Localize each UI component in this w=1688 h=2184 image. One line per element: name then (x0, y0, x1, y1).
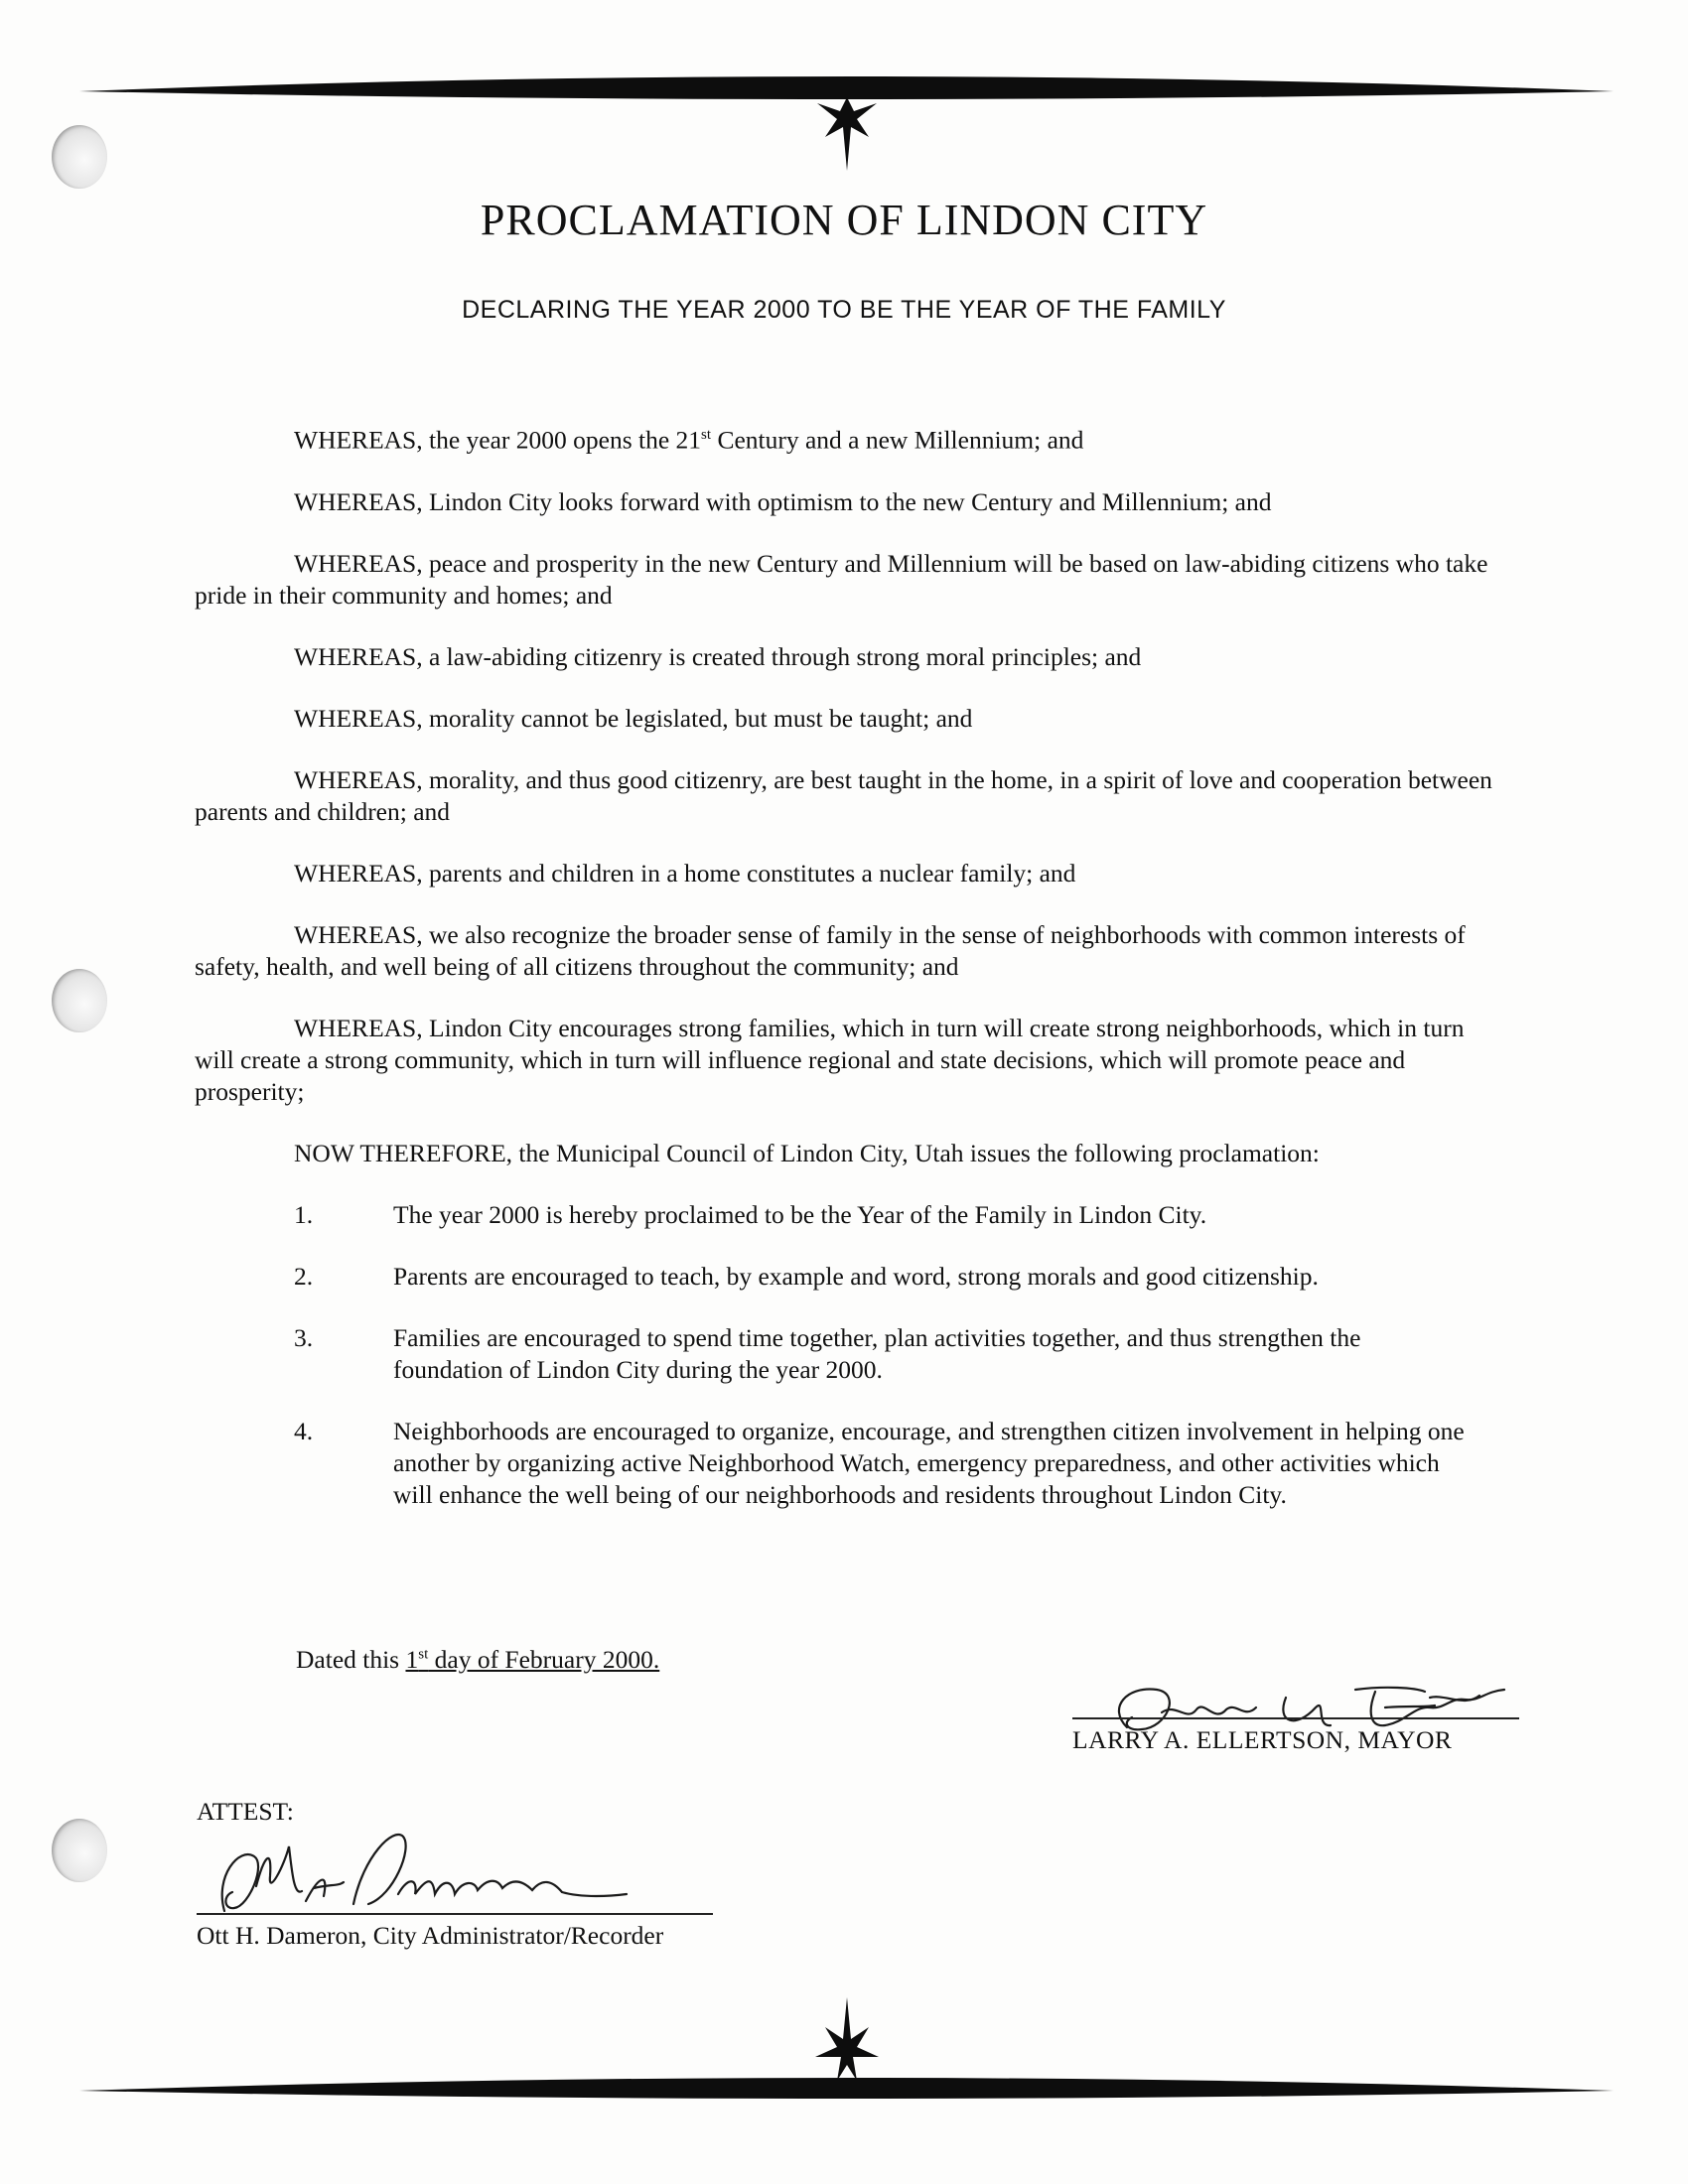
dated-line: Dated this 1st day of February 2000. (296, 1645, 660, 1674)
attest-label: ATTEST: (197, 1797, 294, 1826)
list-item: 3. Families are encouraged to spend time together, plan activities together, and thus strengthen the foundation of Lindon City during the year 2000. (294, 1322, 1361, 1384)
now-therefore-paragraph: NOW THEREFORE, the Municipal Council of Lindon City, Utah issues the following proclamation: (294, 1138, 1320, 1167)
signature-line (1072, 1717, 1519, 1719)
whereas-paragraph: WHEREAS, Lindon City looks forward with optimism to the new Century and Millennium; and (294, 486, 1272, 516)
mayor-name: LARRY A. ELLERTSON, MAYOR (1072, 1725, 1453, 1754)
list-item: 2. Parents are encouraged to teach, by example and word, strong morals and good citizenship. (294, 1261, 1319, 1291)
top-star-ornament (0, 69, 1688, 208)
whereas-paragraph: WHEREAS, we also recognize the broader sense of family in the sense of neighborhoods with common interests of safety, health, and well being of all citizens throughout the community; and (195, 919, 1466, 981)
whereas-paragraph: WHEREAS, the year 2000 opens the 21st Century and a new Millennium; and (294, 425, 1084, 455)
document-subtitle: DECLARING THE YEAR 2000 TO BE THE YEAR OF THE FAMILY (462, 296, 1226, 324)
proclamation-body (195, 419, 1505, 1541)
bottom-star-ornament (0, 1985, 1688, 2115)
list-item: 1. The year 2000 is hereby proclaimed to be the Year of the Family in Lindon City. (294, 1199, 1207, 1229)
list-item: 4. Neighborhoods are encouraged to organize, encourage, and strengthen citizen involvement in helping one another by organizing active Neighborhood Watch, emergency preparedness, and other activities which will enhance the well being of our neighborhoods and residents throughout Lindon City. (294, 1416, 1465, 1509)
mayor-signature (1087, 1668, 1524, 1777)
signature-line (197, 1913, 713, 1915)
whereas-paragraph: WHEREAS, morality, and thus good citizenry, are best taught in the home, in a spirit of love and cooperation between parents and children; and (195, 764, 1492, 826)
whereas-paragraph: WHEREAS, parents and children in a home constitutes a nuclear family; and (294, 858, 1076, 887)
recorder-signature (195, 1817, 632, 1926)
binder-hole (52, 125, 107, 189)
whereas-paragraph: WHEREAS, Lindon City encourages strong families, which in turn will create strong neighborhoods, which in turn will create a strong community, which in turn will influence regional and state decisions, which will promote peace and prosperity; (195, 1013, 1465, 1106)
whereas-paragraph: WHEREAS, morality cannot be legislated, but must be taught; and (294, 703, 973, 733)
proclamation-items (195, 1199, 1505, 1511)
whereas-paragraph: WHEREAS, peace and prosperity in the new Century and Millennium will be based on law-abiding citizens who take pride in their community and homes; and (195, 548, 1488, 610)
recorder-name: Ott H. Dameron, City Administrator/Recorder (197, 1921, 664, 1950)
binder-hole (52, 969, 107, 1032)
document-title: PROCLAMATION OF LINDON CITY (480, 196, 1208, 244)
binder-hole (52, 1819, 107, 1882)
whereas-paragraph: WHEREAS, a law-abiding citizenry is created through strong moral principles; and (294, 641, 1142, 671)
